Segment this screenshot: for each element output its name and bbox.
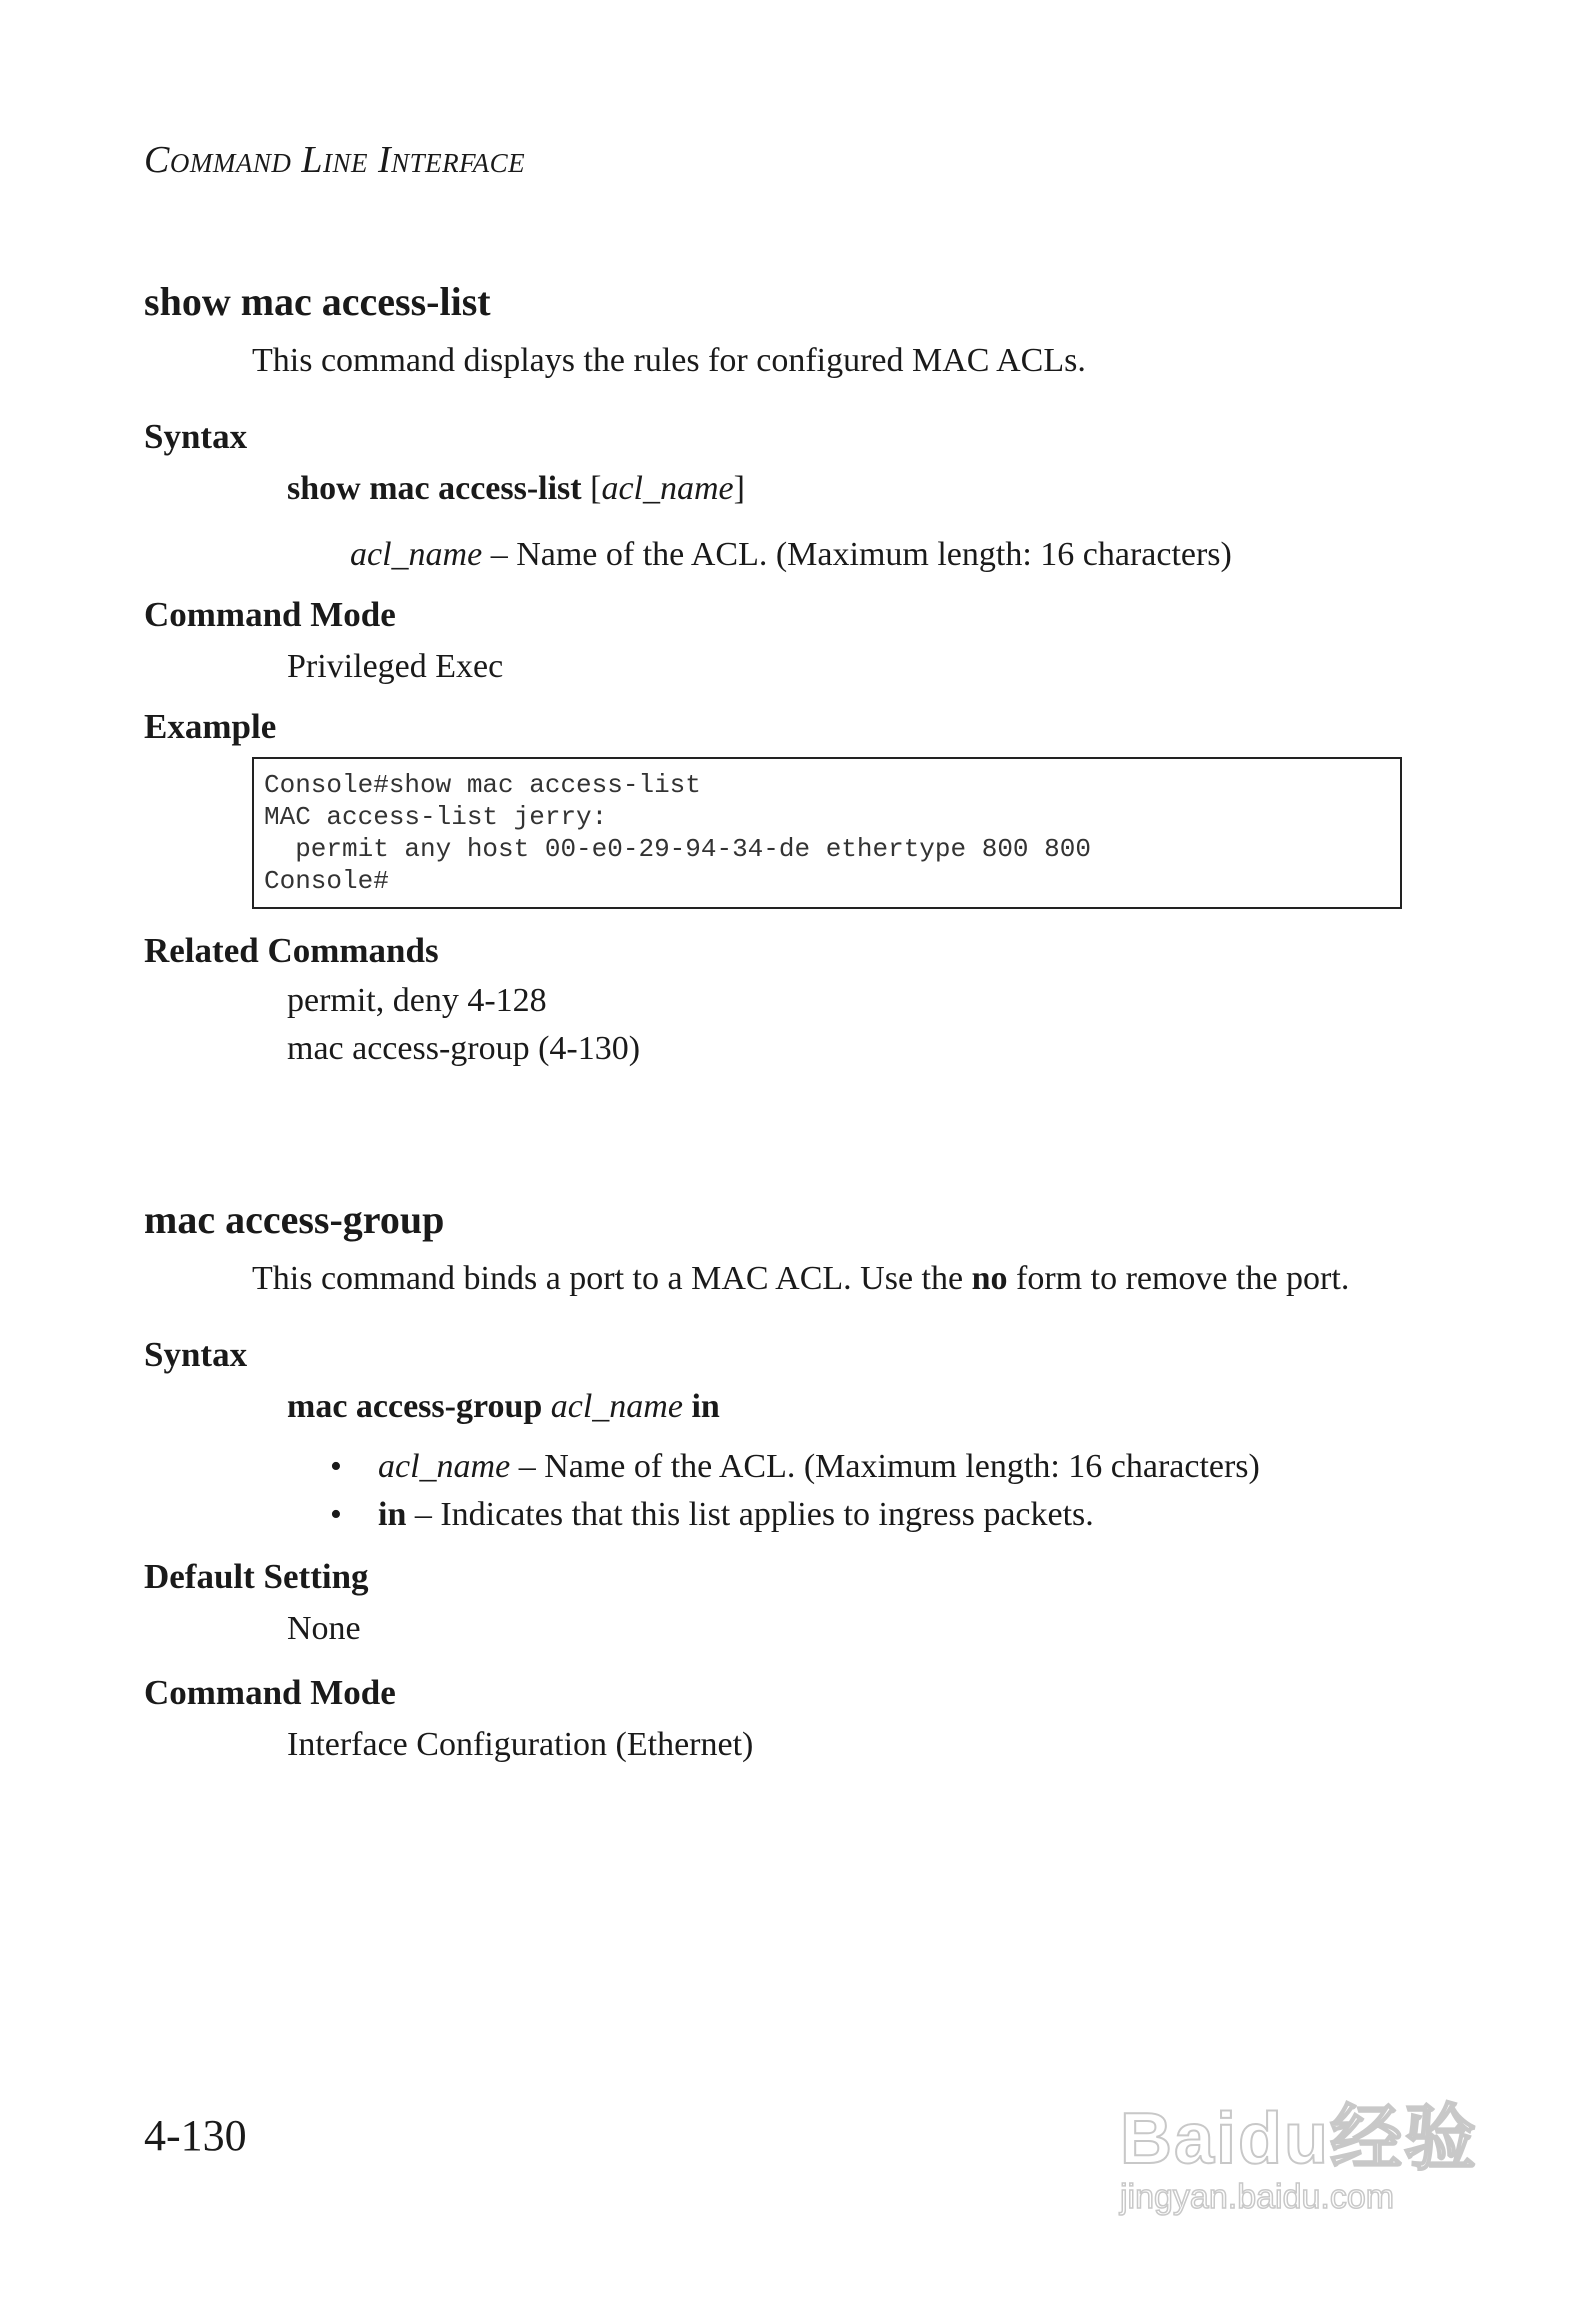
param-name: acl_name — [350, 536, 483, 573]
syntax-heading: Syntax — [144, 417, 248, 456]
watermark-logo: Baidu经验 — [1120, 2099, 1479, 2179]
command-mode-value: Privileged Exec — [287, 648, 504, 685]
description-part1: This command binds a port to a MAC ACL. Use the — [252, 1260, 972, 1297]
description-part2: form to remove the port. — [1007, 1260, 1350, 1297]
syntax-heading: Syntax — [144, 1335, 248, 1374]
section-description: This command displays the rules for configured MAC ACLs. — [252, 342, 1086, 379]
section-description — [252, 1253, 1404, 1305]
default-setting-heading: Default Setting — [144, 1557, 369, 1596]
code-line: permit any host 00-e0-29-94-34-de ethertype 800 800 — [264, 834, 1091, 864]
param-line — [350, 529, 1404, 581]
running-head: Command Line Interface — [144, 139, 526, 181]
syntax-command: show mac access-list — [287, 470, 582, 507]
bullet-glyph: • — [330, 1496, 342, 1533]
syntax-close-bracket: ] — [733, 470, 745, 507]
section-mac-access-group — [144, 1196, 1404, 1771]
bullet-term: in — [378, 1496, 407, 1533]
command-mode-heading: Command Mode — [144, 595, 396, 634]
syntax-command: mac access-group — [287, 1388, 543, 1425]
command-mode-heading: Command Mode — [144, 1673, 396, 1712]
param-desc: – Name of the ACL. (Maximum length: 16 characters) — [482, 536, 1232, 573]
list-item — [330, 1443, 1404, 1491]
baidu-watermark — [1120, 2060, 1500, 2240]
syntax-param: acl_name — [550, 1388, 683, 1425]
watermark-url: jingyan.baidu.com — [1120, 2178, 1395, 2216]
bullet-desc: – Name of the ACL. (Maximum length: 16 characters) — [510, 1448, 1260, 1485]
syntax-line — [287, 463, 1404, 515]
syntax-line — [287, 1381, 1404, 1433]
code-line: MAC access-list jerry: — [264, 802, 608, 832]
bullet-term: acl_name — [378, 1448, 511, 1485]
code-line: Console# — [264, 866, 389, 896]
code-line: Console#show mac access-list — [264, 770, 701, 800]
page-number: 4-130 — [144, 2111, 247, 2160]
description-bold: no — [971, 1260, 1008, 1297]
related-commands-heading: Related Commands — [144, 931, 439, 970]
example-code-box — [252, 757, 1402, 909]
example-heading: Example — [144, 707, 277, 746]
syntax-param: acl_name — [601, 470, 734, 507]
default-setting-value: None — [287, 1610, 361, 1647]
command-mode-value: Interface Configuration (Ethernet) — [287, 1726, 754, 1763]
bullet-desc: – Indicates that this list applies to ingress packets. — [406, 1496, 1094, 1533]
param-bullet-list — [330, 1443, 1404, 1539]
syntax-open-bracket: [ — [590, 470, 602, 507]
section-title: mac access-group — [144, 1197, 445, 1242]
related-command-1: permit, deny 4-128 — [287, 982, 547, 1019]
section-show-mac-access-list — [144, 278, 1404, 1073]
syntax-tail: in — [691, 1388, 720, 1425]
bullet-glyph: • — [330, 1448, 342, 1485]
related-command-2: mac access-group (4-130) — [287, 1030, 641, 1067]
section-title: show mac access-list — [144, 279, 491, 324]
list-item — [330, 1491, 1404, 1539]
